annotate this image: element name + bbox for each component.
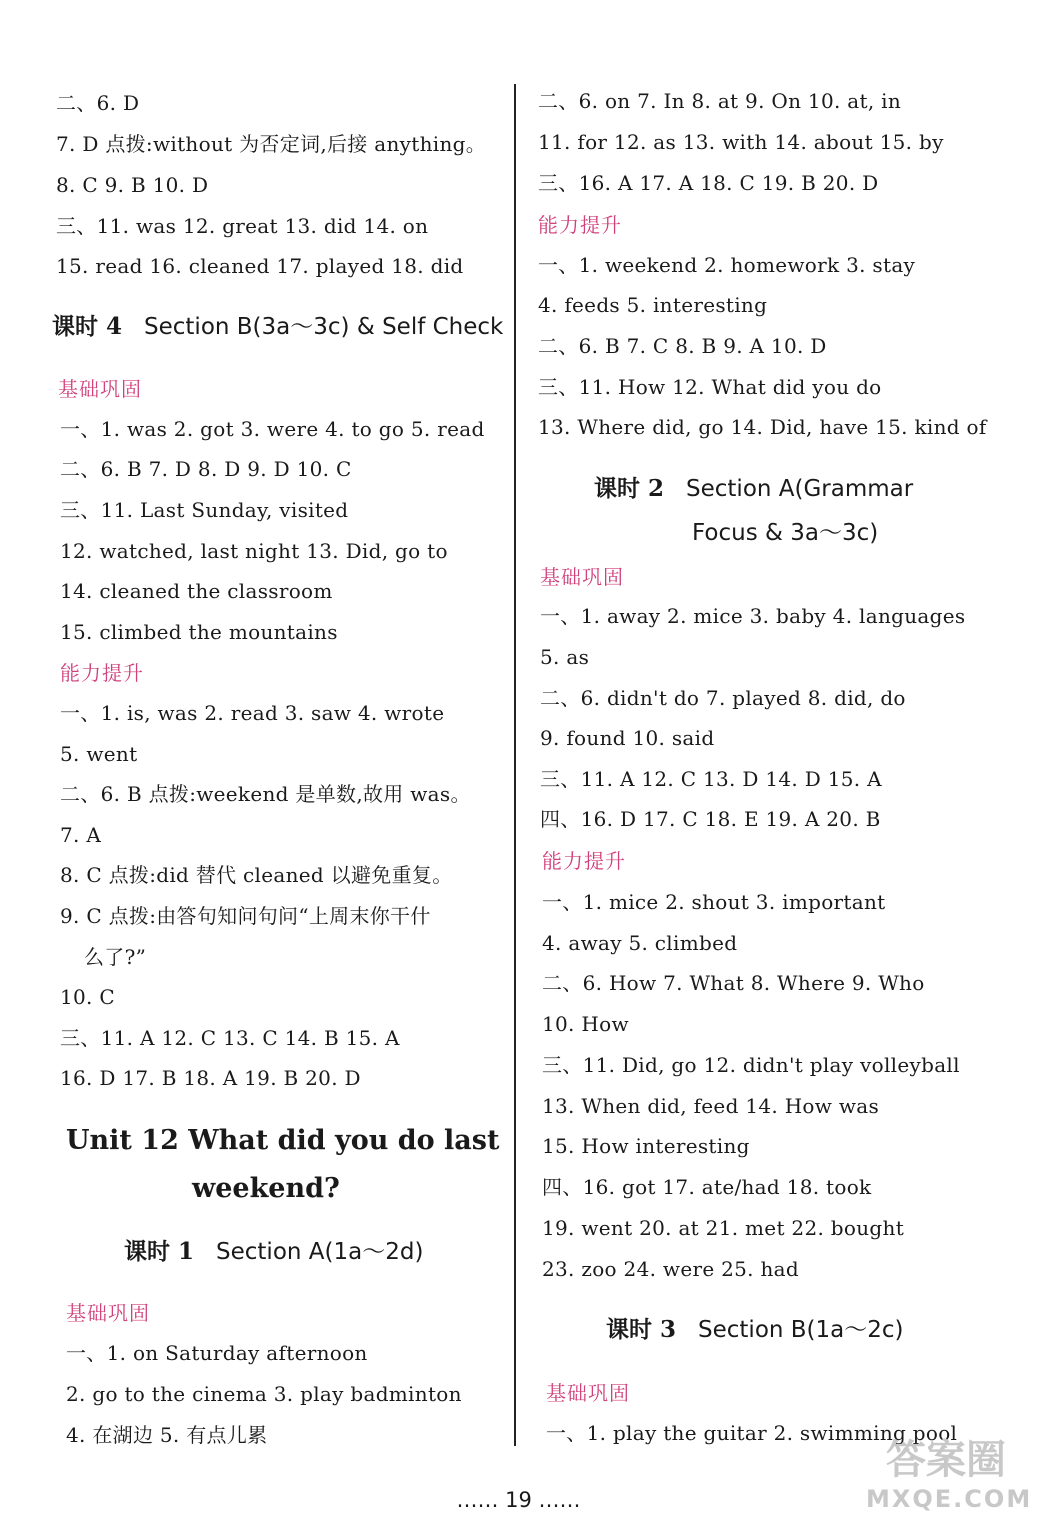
- answer-line: 一、1. weekend 2. homework 3. stay: [538, 253, 916, 277]
- watermark-text: 答案圈: [886, 1437, 1006, 1483]
- lesson-label: 课时 4: [52, 313, 123, 340]
- answer-line: 15. read 16. cleaned 17. played 18. did: [56, 254, 464, 278]
- answer-line: 二、6. B 点拨:weekend 是单数,故用 was。: [60, 782, 471, 806]
- answer-line: 10. How: [542, 1012, 629, 1036]
- column-divider: [514, 84, 516, 1446]
- lesson-label: 课时 3: [606, 1316, 677, 1343]
- watermark-logo: [866, 1436, 1033, 1526]
- answer-line: 5. went: [60, 742, 138, 766]
- lesson-heading: [52, 312, 503, 342]
- subheading-advanced: 能力提升: [60, 661, 144, 685]
- answer-line: 三、11. A 12. C 13. C 14. B 15. A: [60, 1026, 400, 1050]
- answer-line: 一、1. away 2. mice 3. baby 4. languages: [540, 604, 966, 628]
- lesson-title-continued: Focus & 3a～3c): [692, 520, 879, 546]
- answer-line: 四、16. got 17. ate/had 18. took: [542, 1175, 872, 1199]
- answer-line: 10. C: [60, 985, 115, 1009]
- answer-line: 5. as: [540, 645, 590, 669]
- answer-line: 13. When did, feed 14. How was: [542, 1094, 880, 1118]
- subheading-basic: 基础巩固: [546, 1381, 630, 1405]
- answer-line: 么了?”: [84, 945, 147, 969]
- answer-line: 8. C 点拨:did 替代 cleaned 以避免重复。: [60, 863, 453, 887]
- answer-line: 15. How interesting: [542, 1134, 750, 1158]
- answer-line: 三、11. Did, go 12. didn't play volleyball: [542, 1053, 960, 1077]
- subheading-advanced: 能力提升: [538, 213, 622, 237]
- answer-line: 一、1. is, was 2. read 3. saw 4. wrote: [60, 701, 445, 725]
- answer-line: 16. D 17. B 18. A 19. B 20. D: [60, 1066, 361, 1090]
- answer-line: 二、6. on 7. In 8. at 9. On 10. at, in: [538, 89, 902, 113]
- answer-line: 19. went 20. at 21. met 22. bought: [542, 1216, 905, 1240]
- answer-line: 23. zoo 24. were 25. had: [542, 1257, 799, 1281]
- lesson-title: Section A(Grammar: [686, 476, 914, 502]
- answer-line: 4. away 5. climbed: [542, 931, 738, 955]
- subheading-basic: 基础巩固: [58, 377, 142, 401]
- answer-line: 三、11. How 12. What did you do: [538, 375, 882, 399]
- answer-line: 二、6. didn't do 7. played 8. did, do: [540, 686, 906, 710]
- answer-line: 二、6. B 7. C 8. B 9. A 10. D: [538, 334, 827, 358]
- answer-line: 三、11. Last Sunday, visited: [60, 498, 349, 522]
- subheading-basic: 基础巩固: [540, 565, 624, 589]
- answer-line: 一、1. on Saturday afternoon: [66, 1341, 368, 1365]
- answer-line: 7. D 点拨:without 为否定词,后接 anything。: [56, 132, 487, 156]
- answer-line: 4. 在湖边 5. 有点儿累: [66, 1423, 268, 1447]
- answer-line: 14. cleaned the classroom: [60, 579, 333, 603]
- answer-line: 二、6. B 7. D 8. D 9. D 10. C: [60, 457, 352, 481]
- answer-line: 二、6. How 7. What 8. Where 9. Who: [542, 971, 925, 995]
- page-number: …… 19 ……: [456, 1488, 581, 1512]
- lesson-title: Section A(1a～2d): [216, 1239, 424, 1265]
- lesson-label: 课时 2: [594, 475, 665, 502]
- answer-line: 一、1. mice 2. shout 3. important: [542, 890, 886, 914]
- answer-line: 三、11. A 12. C 13. D 14. D 15. A: [540, 767, 882, 791]
- answer-line: 11. for 12. as 13. with 14. about 15. by: [538, 130, 944, 154]
- lesson-title: Section B(1a～2c): [698, 1317, 904, 1343]
- lesson-title: Section B(3a～3c) & Self Check: [144, 314, 504, 340]
- unit-title-line1: Unit 12 What did you do last: [66, 1125, 500, 1156]
- answer-line: 2. go to the cinema 3. play badminton: [66, 1382, 462, 1406]
- subheading-basic: 基础巩固: [66, 1301, 150, 1325]
- unit-title-line2: weekend?: [192, 1173, 340, 1204]
- answer-line: 一、1. play the guitar 2. swimming pool: [546, 1421, 958, 1445]
- lesson-heading: [606, 1315, 904, 1345]
- answer-line: 9. found 10. said: [540, 726, 715, 750]
- lesson-heading: [594, 474, 913, 504]
- answer-line: 12. watched, last night 13. Did, go to: [60, 539, 448, 563]
- lesson-label: 课时 1: [124, 1238, 195, 1265]
- answer-line: 四、16. D 17. C 18. E 19. A 20. B: [540, 807, 881, 831]
- answer-line: 三、11. was 12. great 13. did 14. on: [56, 214, 429, 238]
- answer-line: 13. Where did, go 14. Did, have 15. kind of: [538, 415, 987, 439]
- answer-line: 7. A: [60, 823, 102, 847]
- answer-line: 三、16. A 17. A 18. C 19. B 20. D: [538, 171, 879, 195]
- answer-line: 15. climbed the mountains: [60, 620, 338, 644]
- answer-line: 8. C 9. B 10. D: [56, 173, 209, 197]
- answer-line: 一、1. was 2. got 3. were 4. to go 5. read: [60, 417, 485, 441]
- watermark-url: MXQE.COM: [866, 1485, 1033, 1513]
- answer-line: 9. C 点拨:由答句知问句问“上周末你干什: [60, 904, 431, 928]
- subheading-advanced: 能力提升: [542, 849, 626, 873]
- lesson-heading: [124, 1237, 423, 1267]
- answer-line: 4. feeds 5. interesting: [538, 293, 768, 317]
- answer-line: 二、6. D: [56, 91, 140, 115]
